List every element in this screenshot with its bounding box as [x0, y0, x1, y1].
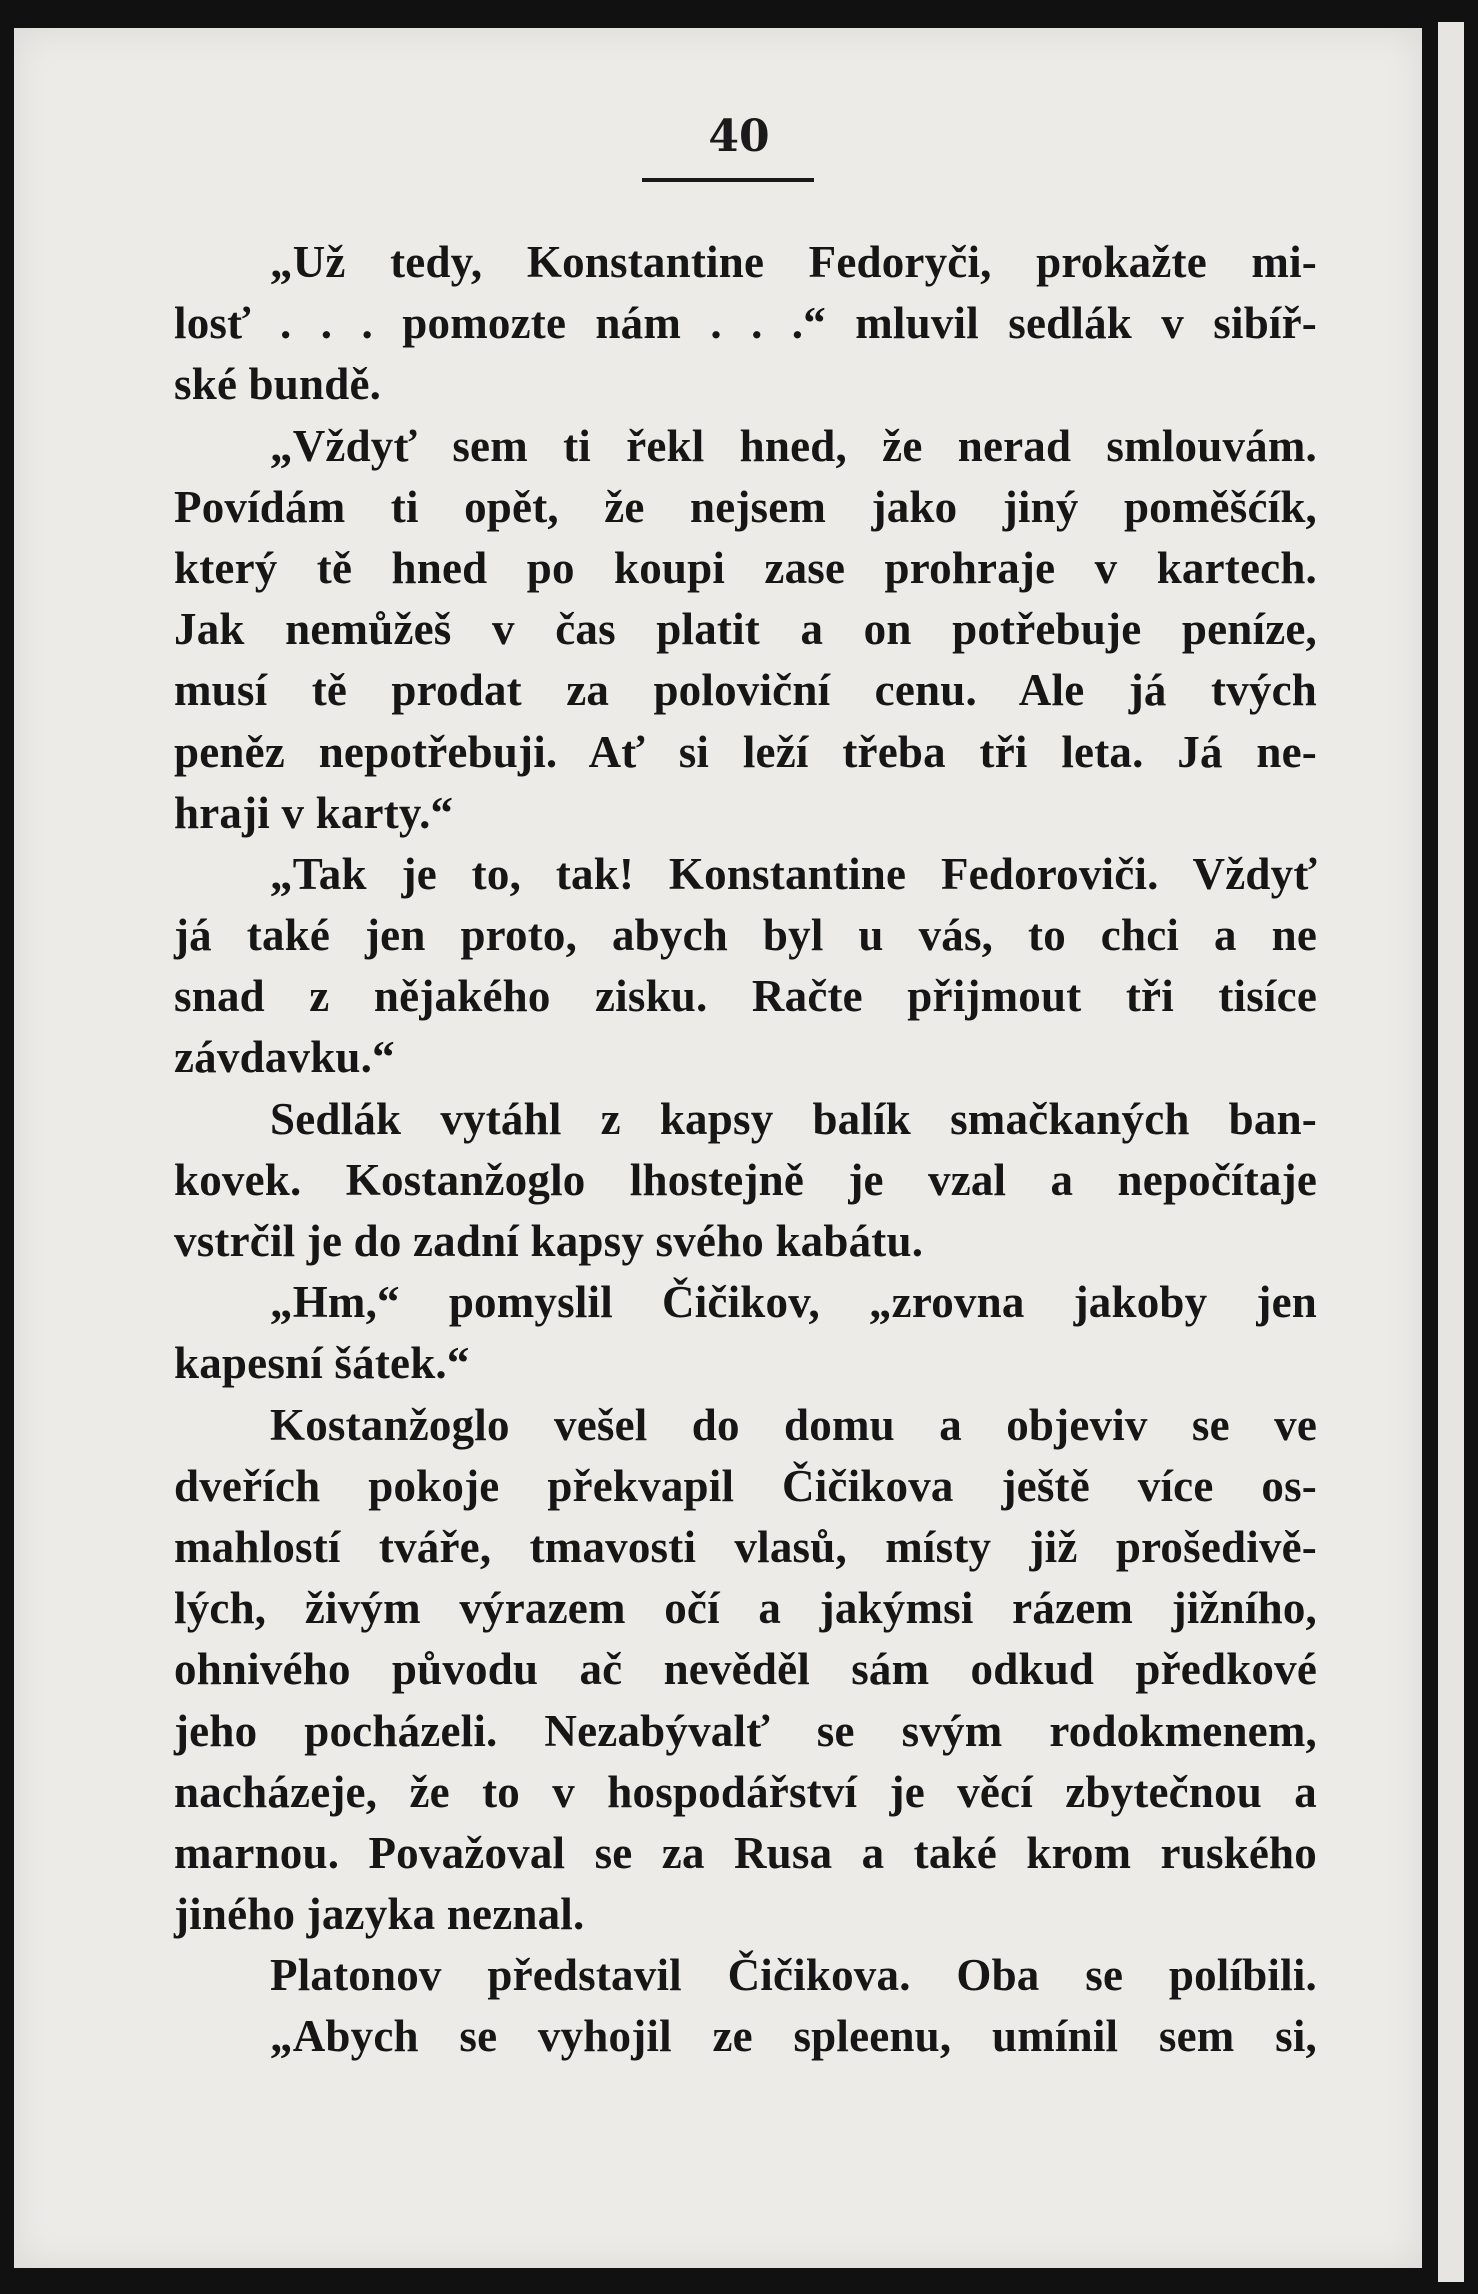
text-line: mahlostí tváře, tmavosti vlasů, místy již prošedivě- [174, 1521, 1317, 1572]
text-line: losť . . . pomozte nám . . .“ mluvil sedlák v sibíř- [174, 298, 1317, 349]
text-line: závdavku.“ [174, 1032, 395, 1083]
text-line: „Hm,“ pomyslil Čičikov, „zrovna jakoby jen [270, 1277, 1317, 1328]
text-line: „Vždyť sem ti řekl hned, že nerad smlouvám. [270, 420, 1317, 471]
body-text [174, 232, 1317, 2068]
text-line: „Už tedy, Konstantine Fedoryči, prokažte mi- [270, 237, 1317, 287]
text-line: vstrčil je do zadní kapsy svého kabátu. [174, 1216, 924, 1266]
text-line: Kostanžoglo vešel do domu a objeviv se ve [270, 1399, 1317, 1450]
text-line: Platonov představil Čičikova. Oba se políbili. [270, 1950, 1317, 2001]
text-line: já také jen proto, abych byl u vás, to chci a ne [174, 910, 1317, 961]
text-line: jeho pocházeli. Nezabývalť se svým rodokmenem, [174, 1705, 1317, 1756]
text-line: nacházeje, že to v hospodářství je věcí zbytečnou a [174, 1766, 1317, 1817]
text-line: Povídám ti opět, že nejsem jako jiný poměšćík, [174, 481, 1317, 532]
text-line: lých, živým výrazem očí a jakýmsi rázem jižního, [174, 1583, 1317, 1634]
text-line: dveřích pokoje překvapil Čičikova ještě více os- [174, 1460, 1317, 1511]
text-line: snad z nějakého zisku. Račte přijmout tři tisíce [174, 971, 1317, 1022]
text-line: „Tak je to, tak! Konstantine Fedoroviči. Vždyť [270, 848, 1317, 899]
text-line: musí tě prodat za poloviční cenu. Ale já tvých [174, 665, 1317, 716]
text-line: marnou. Považoval se za Rusa a také krom ruského [174, 1827, 1317, 1878]
text-line: ohnivého původu ač nevěděl sám odkud předkové [174, 1644, 1317, 1695]
text-line: hraji v karty.“ [174, 787, 454, 838]
text-line: Sedlák vytáhl z kapsy balík smačkaných ban- [270, 1093, 1317, 1144]
text-line: jiného jazyka neznal. [174, 1889, 585, 1940]
text-line: kovek. Kostanžoglo lhostejně je vzal a nepočítaje [174, 1154, 1317, 1205]
adjacent-page-edge [1438, 22, 1464, 2282]
page-number: 40 [708, 111, 770, 162]
page-number-rule [642, 178, 814, 182]
text-line: peněz nepotřebuji. Ať si leží třeba tři leta. Já ne- [174, 726, 1317, 777]
text-line: ské bundě. [174, 359, 382, 410]
text-line: který tě hned po koupi zase prohraje v kartech. [174, 542, 1317, 593]
text-line: Jak nemůžeš v čas platit a on potřebuje peníze, [174, 604, 1317, 655]
text-line: „Abych se vyhojil ze spleenu, umínil sem si, [270, 2011, 1317, 2062]
text-line: kapesní šátek.“ [174, 1338, 470, 1389]
